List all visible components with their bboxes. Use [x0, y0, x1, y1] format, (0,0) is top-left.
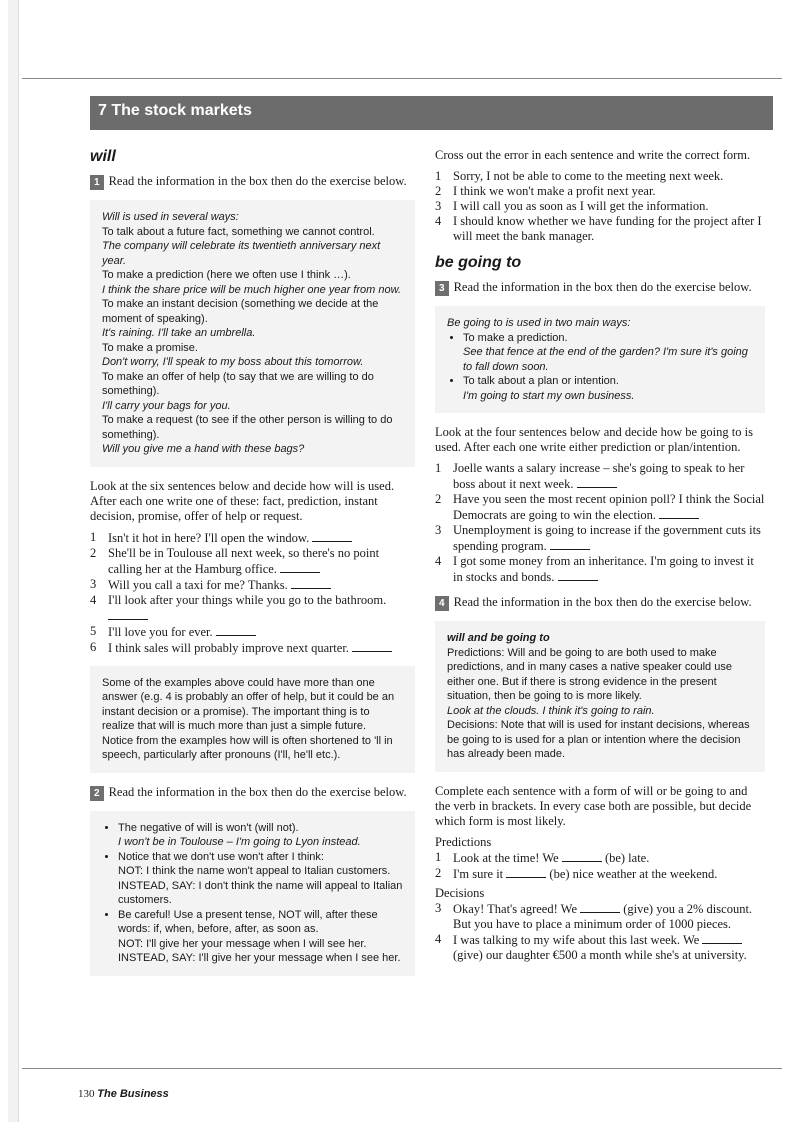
box-example: Will you give me a hand with these bags?: [102, 443, 305, 455]
exercise-4-decisions-list: [435, 901, 765, 963]
box-line: Notice from the examples how will is often shortened to 'll in speech, particularly after pronouns (I'll, he'll etc.).: [102, 734, 393, 761]
header-rule: [22, 78, 782, 79]
bullet-item: • To make a prediction. See that fence at the end of the garden? I'm sure it's going to fall down soon.: [463, 331, 753, 375]
task-1-text: Look at the six sentences below and decide how will is used. After each one write one of these: fact, prediction, instant decision, promise, offer of help or request.: [90, 478, 395, 523]
box-line: To make an offer of help (to say that we are willing to do something).: [102, 370, 374, 397]
info-box-notes: [90, 666, 415, 773]
exercise-3-list: [435, 461, 765, 585]
box-line: Some of the examples above could have more than one answer (e.g. 4 is probably an offer of help, but it could be an instant decision or a promise). The important thing is to realize that will is much more than just a simple future.: [102, 676, 395, 732]
right-column: [435, 148, 765, 973]
list-item: 4 I'll look after your things while you go to the bathroom.: [90, 593, 415, 624]
exercise-number: 4: [435, 596, 449, 611]
list-item: 3 Okay! That's agreed! We (give) you a 2% discount. But you have to place a minimum order of 1000 pieces.: [435, 900, 753, 931]
box-title: will and be going to: [447, 632, 550, 644]
answer-blank[interactable]: [352, 640, 392, 652]
page-footer: [78, 1088, 169, 1100]
exercise-number: 1: [90, 175, 104, 190]
book-title: The Business: [97, 1088, 169, 1100]
list-item: 2 I'm sure it (be) nice weather at the weekend.: [435, 865, 718, 881]
unit-banner: [90, 96, 773, 130]
answer-blank[interactable]: [506, 866, 546, 878]
exercise-4-instruction: 4 Read the information in the box then do the exercise below.: [435, 595, 765, 611]
bullet-item: • Notice that we don't use won't after I think: NOT: I think the name won't appeal to Italian customers. INSTEAD, SAY: I don't think the name will appeal to Italian customers.: [118, 850, 403, 908]
task-2-text: Cross out the error in each sentence and write the correct form.: [435, 148, 751, 162]
info-box-be-going-to: [435, 306, 765, 413]
box-line: Will is used in several ways:: [102, 211, 239, 223]
answer-blank[interactable]: [580, 901, 620, 913]
bullet-item: • Be careful! Use a present tense, NOT will, after these words: if, when, before, after, as soon as. NOT: I'll give her your message when I will see her. INSTEAD, SAY: I'll give her your message when I see her.: [118, 908, 403, 966]
box-line: To make a prediction (here we often use I think …).: [102, 269, 351, 281]
list-item: 4 I was talking to my wife about this last week. We (give) our daughter €500 a month while she's at university.: [435, 931, 747, 962]
box-example: Look at the clouds. I think it's going to rain.: [447, 704, 655, 717]
section-heading-be-going-to: be going to: [435, 254, 522, 271]
list-item: 2 Have you seen the most recent opinion poll? I think the Social Democrats are going to win the election.: [435, 492, 765, 522]
answer-blank[interactable]: [577, 476, 617, 488]
exercise-1-instruction: 1 Read the information in the box then do the exercise below.: [90, 174, 415, 190]
box-line: Be going to is used in two main ways:: [447, 317, 631, 329]
box-line: Decisions: Note that will is used for instant decisions, whereas be going to is used for a plan or intention where the decision has already been made.: [447, 719, 750, 760]
answer-blank[interactable]: [558, 569, 598, 581]
subheading-predictions: Predictions: [435, 834, 492, 849]
box-example: It's raining. I'll take an umbrella.: [102, 327, 256, 339]
list-item: 1 Joelle wants a salary increase – she's going to speak to her boss about it next week.: [435, 461, 745, 491]
answer-blank[interactable]: [216, 624, 256, 636]
footer-rule: [22, 1068, 782, 1069]
box-example: Don't worry, I'll speak to my boss about this tomorrow.: [102, 356, 364, 368]
unit-title: 7 The stock markets: [98, 102, 252, 119]
info-box-will-vs-going-to: [435, 621, 765, 772]
exercise-number: 3: [435, 281, 449, 296]
box-line: Predictions: Will and be going to are both used to make predictions, and in many cases a native speaker could use either one. But if there is strong evidence in the present situation, then be going to is more likely.: [447, 646, 732, 702]
list-item: 1 Look at the time! We (be) late.: [435, 849, 650, 865]
section-heading-will: will: [90, 148, 116, 165]
exercise-2-list: [435, 169, 765, 244]
page-margin: [8, 0, 19, 1122]
answer-blank[interactable]: [659, 507, 699, 519]
list-item: 4 I got some money from an inheritance. I'm going to invest it in stocks and bonds.: [435, 554, 754, 584]
answer-blank[interactable]: [291, 577, 331, 589]
info-box-will-uses: [90, 200, 415, 467]
list-item: 3 Will you call a taxi for me? Thanks.: [90, 577, 415, 593]
exercise-1-list: [90, 530, 415, 656]
answer-blank[interactable]: [702, 932, 742, 944]
answer-blank[interactable]: [562, 850, 602, 862]
list-item: 6 I think sales will probably improve next quarter.: [90, 640, 415, 656]
list-item: 2 She'll be in Toulouse all next week, so there's no point calling her at the Hamburg office.: [90, 545, 380, 576]
box-example: I think the share price will be much higher one year from now.: [102, 283, 401, 296]
task-3-text: Look at the four sentences below and decide how be going to is used. After each one write either prediction or plan/intention.: [435, 425, 753, 454]
list-item: 1 Sorry, I not be able to come to the meeting next week.: [435, 169, 724, 183]
list-item: 5 I'll love you for ever.: [90, 624, 415, 640]
list-item: 3 Unemployment is going to increase if the government cuts its spending program.: [435, 523, 761, 553]
subheading-decisions: Decisions: [435, 885, 485, 900]
bullet-item: • To talk about a plan or intention. I'm going to start my own business.: [463, 374, 753, 403]
exercise-number: 2: [90, 786, 104, 801]
answer-blank[interactable]: [550, 538, 590, 550]
box-example: The company will celebrate its twentieth anniversary next year.: [102, 240, 381, 267]
list-item: 1 Isn't it hot in here? I'll open the window.: [90, 530, 415, 546]
exercise-4-predictions-list: [435, 850, 765, 882]
list-item: 3 I will call you as soon as I will get the information.: [435, 199, 709, 213]
box-example: I'll carry your bags for you.: [102, 399, 231, 412]
page-number: 130: [78, 1088, 95, 1100]
left-column: [90, 148, 415, 988]
box-line: To make a request (to see if the other person is willing to do something).: [102, 414, 393, 441]
info-box-negative: [90, 811, 415, 976]
box-line: To make an instant decision (something we decide at the moment of speaking).: [102, 298, 379, 325]
box-line: To make a promise.: [102, 341, 198, 354]
task-4-text: Complete each sentence with a form of will or be going to and the verb in brackets. In every case both are possible, but decide which form is most likely.: [435, 783, 752, 828]
exercise-3-instruction: 3 Read the information in the box then do the exercise below.: [435, 280, 765, 296]
exercise-2-instruction: 2 Read the information in the box then do the exercise below.: [90, 785, 415, 801]
answer-blank[interactable]: [108, 608, 148, 620]
list-item: 2 I think we won't make a profit next year.: [435, 184, 656, 198]
bullet-item: • The negative of will is won't (will not). I won't be in Toulouse – I'm going to Lyon instead.: [118, 821, 403, 850]
answer-blank[interactable]: [280, 561, 320, 573]
bullet-list: [102, 821, 403, 966]
answer-blank[interactable]: [312, 530, 352, 542]
list-item: 4 I should know whether we have funding for the project after I will meet the bank manager.: [435, 214, 762, 243]
box-line: To talk about a future fact, something we cannot control.: [102, 225, 375, 238]
bullet-list: [447, 331, 753, 404]
